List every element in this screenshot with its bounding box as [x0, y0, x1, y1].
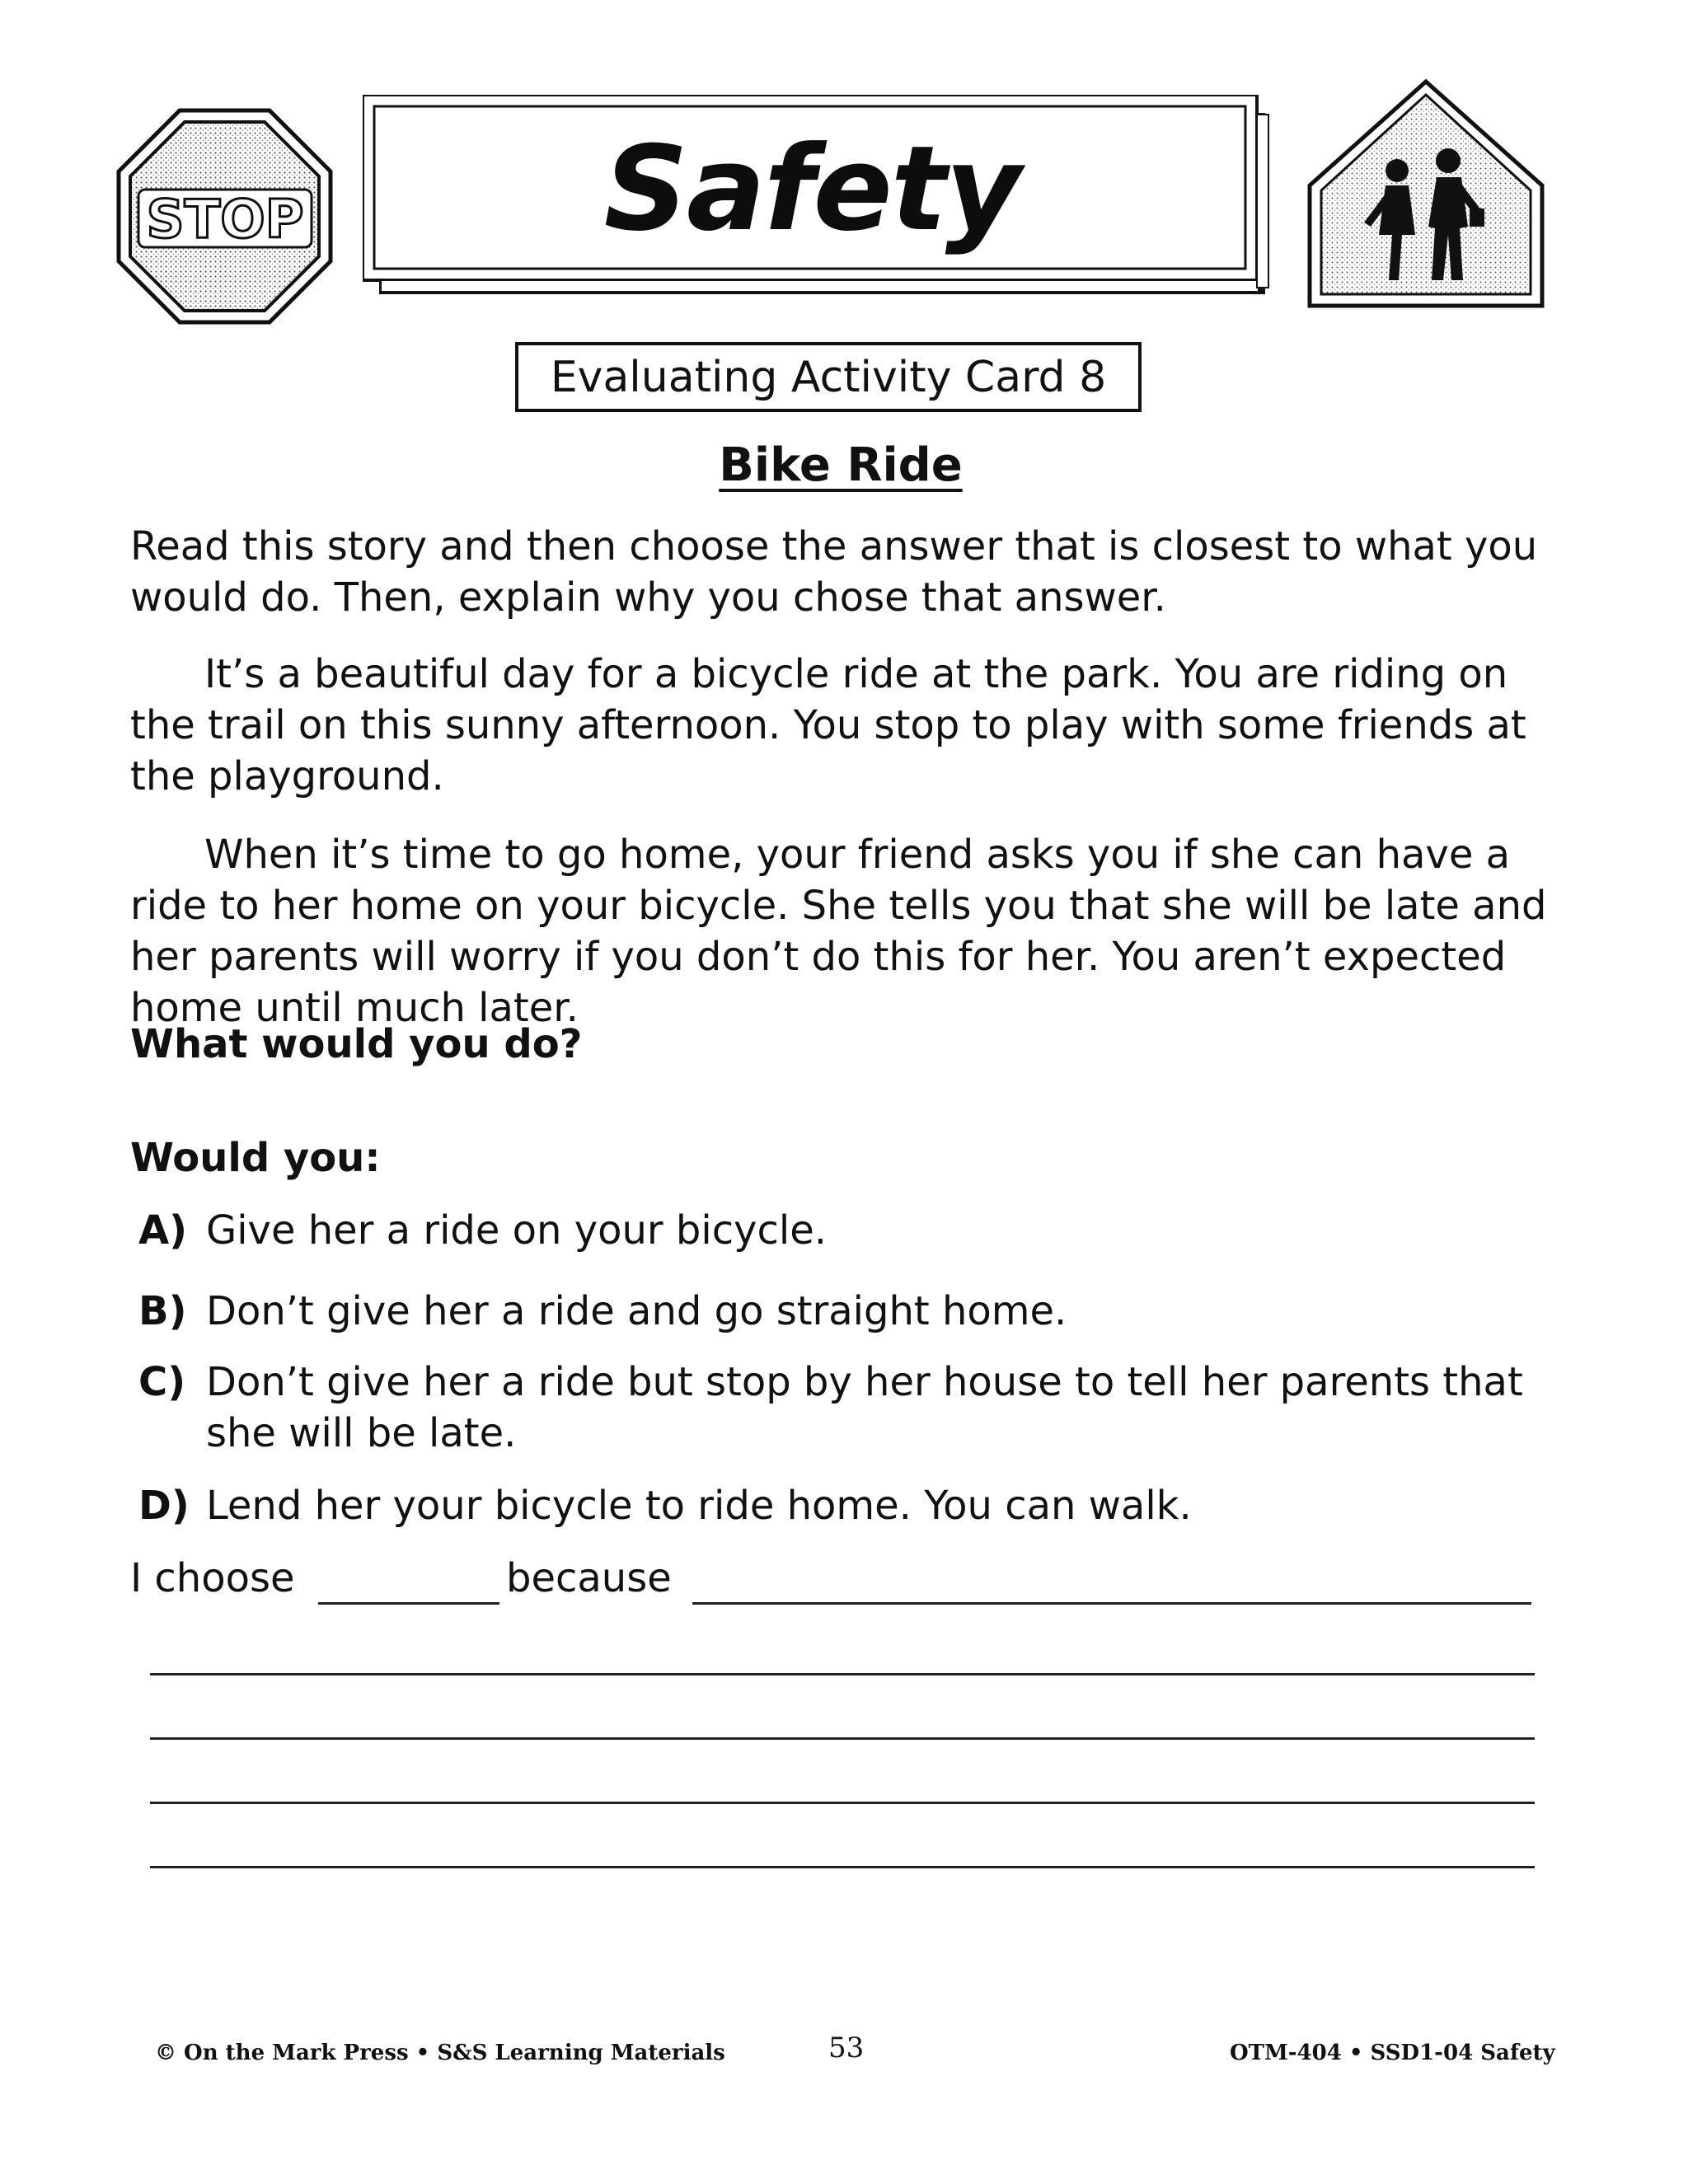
option-a — [138, 1205, 1540, 1256]
story-paragraph-1: It’s a beautiful day for a bicycle ride at the park. You are riding on the trail on this sunny afternoon. You stop to play with some friends at the playground. — [130, 651, 1526, 799]
option-text: Give her a ride on your bicycle. — [206, 1207, 828, 1254]
reason-blank-line[interactable] — [692, 1602, 1531, 1605]
option-b — [138, 1286, 1540, 1337]
option-c — [138, 1357, 1540, 1459]
option-text: Don’t give her a ride and go straight home. — [206, 1288, 1067, 1334]
option-letter: C) — [138, 1359, 186, 1405]
option-d — [138, 1480, 1540, 1531]
stop-sign-icon — [115, 107, 334, 326]
option-text: Lend her your bicycle to ride home. You can walk. — [206, 1483, 1192, 1529]
answer-writing-line-3[interactable] — [150, 1802, 1535, 1804]
story-title: Bike Ride — [719, 438, 963, 492]
footer-publisher: © On the Mark Press • S&S Learning Materials — [155, 2041, 725, 2065]
answer-writing-line-1[interactable] — [150, 1673, 1535, 1675]
option-text: Don’t give her a ride but stop by her house to tell her parents that she will be late. — [206, 1359, 1523, 1456]
page-title: Safety — [603, 121, 1020, 257]
option-letter: B) — [138, 1288, 187, 1334]
answer-row — [130, 1549, 1531, 1615]
story-paragraph-2: When it’s time to go home, your friend asks you if she can have a ride to her home on your bicycle. She tells you that she will be late and her parents will worry if you don’t do this for her. You aren’t expected home until much later. — [130, 832, 1547, 1031]
stop-sign-label: STOP — [146, 190, 304, 251]
i-choose-label: I choose — [130, 1555, 295, 1601]
footer-product-code: OTM-404 • SSD1-04 Safety — [1230, 2041, 1555, 2065]
answer-writing-line-2[interactable] — [150, 1737, 1535, 1740]
prompt-heading: Would you: — [130, 1135, 381, 1181]
question-heading: What would you do? — [130, 1021, 583, 1067]
answer-writing-line-4[interactable] — [150, 1866, 1535, 1868]
option-letter: D) — [138, 1483, 190, 1529]
option-letter: A) — [138, 1207, 188, 1254]
activity-card-label: Evaluating Activity Card 8 — [515, 342, 1142, 412]
because-label: because — [506, 1555, 672, 1601]
page-number: 53 — [828, 2032, 865, 2064]
instructions-paragraph: Read this story and then choose the answer that is closest to what you would do. Then, explain why you chose that answer. — [130, 523, 1538, 621]
choice-blank-line[interactable] — [318, 1602, 499, 1605]
school-crossing-sign-icon — [1306, 78, 1545, 309]
